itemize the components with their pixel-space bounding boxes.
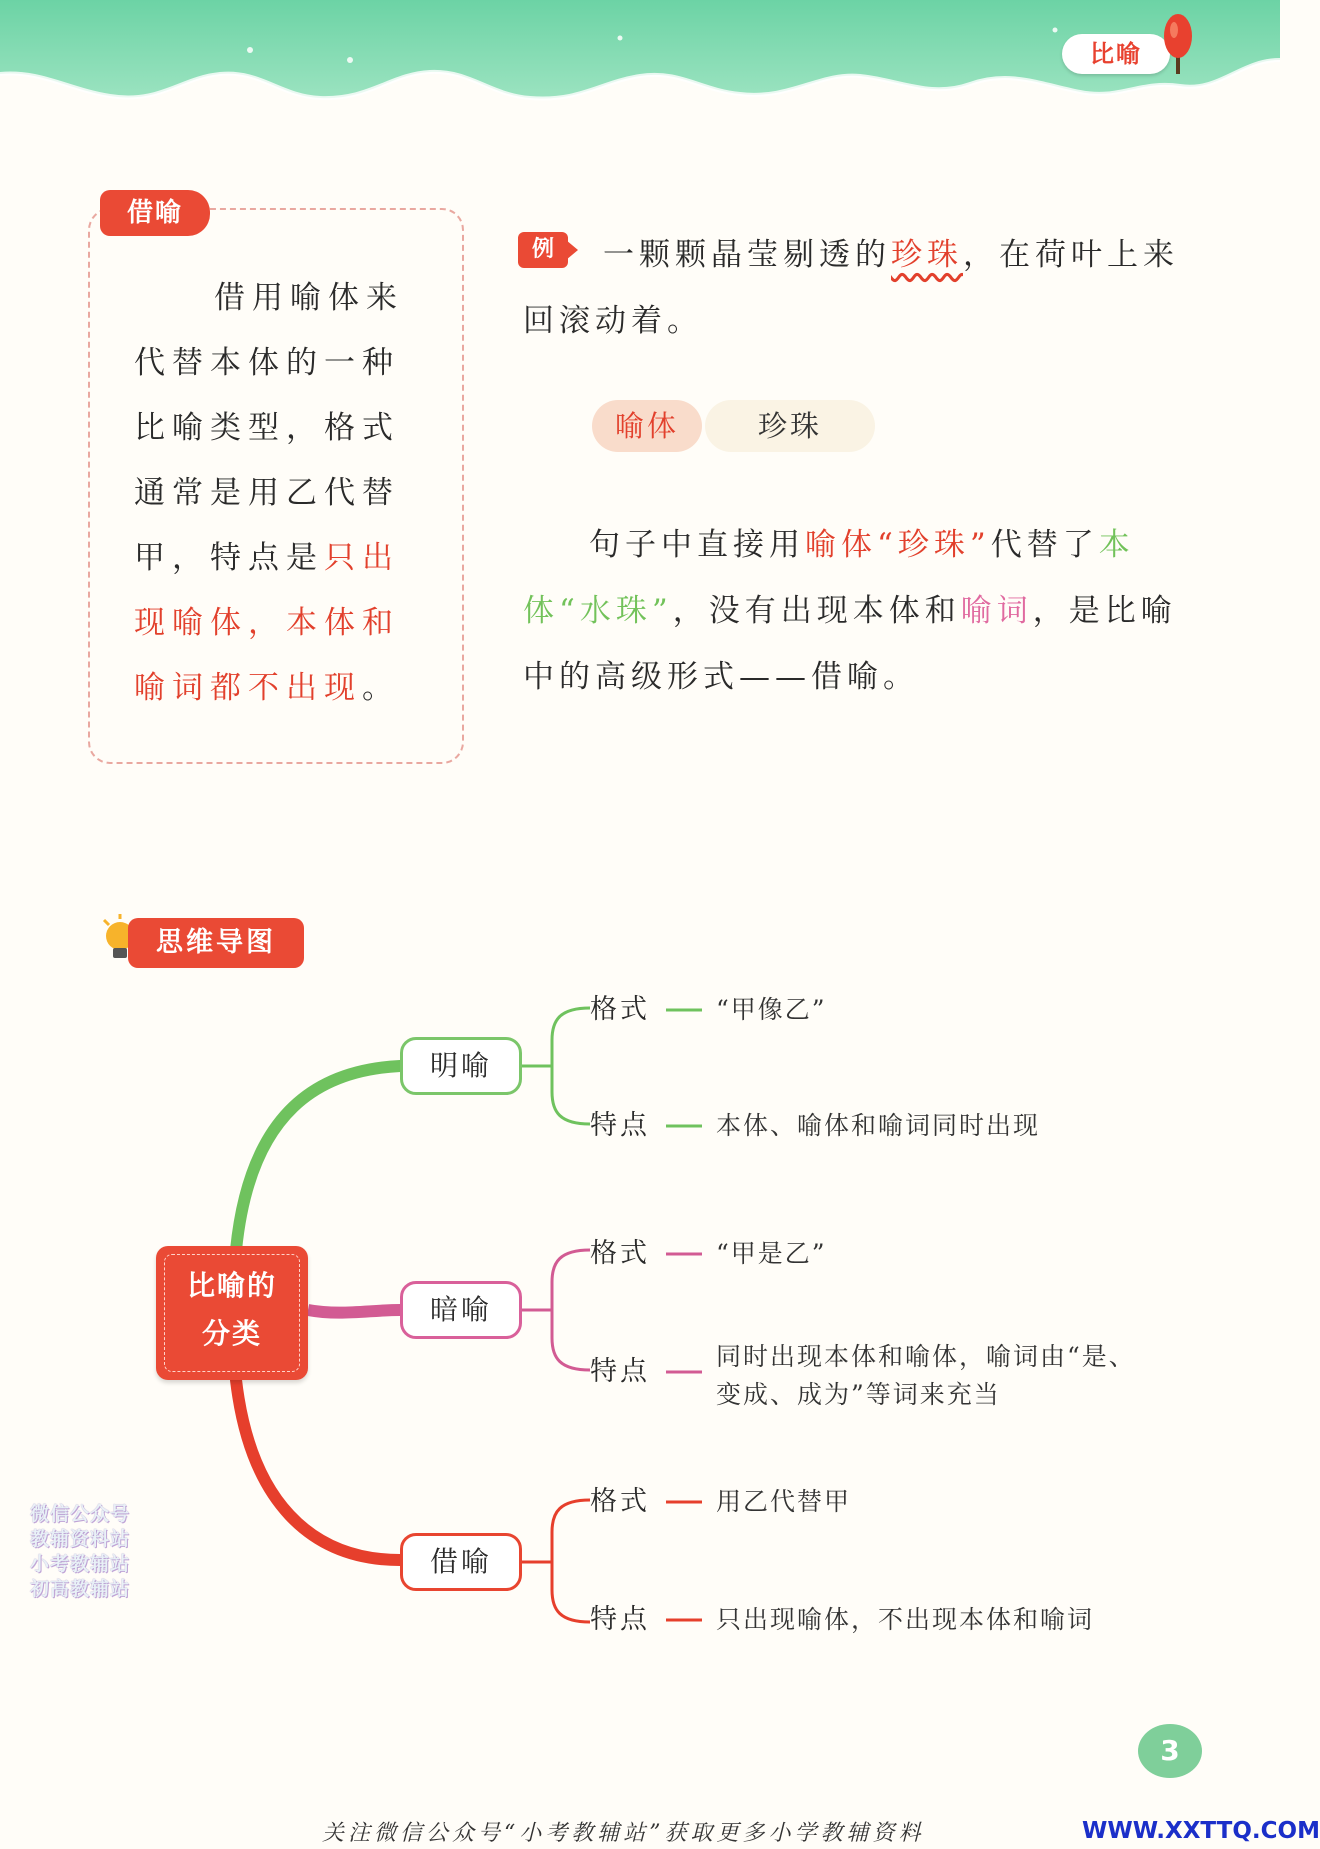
- explanation-vehicle-term: 喻体: [805, 527, 877, 563]
- explanation-tenor-quote: “水珠”: [559, 593, 673, 629]
- simile-format-label: 格式: [590, 994, 650, 1025]
- metonymy-format-label: 格式: [590, 1486, 650, 1517]
- connector-metonymy: [236, 1380, 400, 1560]
- node-simile: 明喻: [400, 1037, 522, 1095]
- explanation-paragraph: [523, 512, 1183, 710]
- metonymy-feature-value: 只出现喻体，不出现本体和喻词: [716, 1605, 1095, 1634]
- explanation-p4: ，是比喻中的高级形式——借喻。: [523, 593, 1177, 695]
- metonymy-format-value: 用乙代替甲: [716, 1487, 852, 1516]
- explanation-p1: 句子中直接用: [589, 527, 805, 563]
- explanation-p2: 代替了: [990, 527, 1099, 563]
- definition-text-end: 。: [362, 670, 400, 706]
- definition-text: [134, 266, 434, 721]
- watermark-line: 教辅资料站: [30, 1528, 131, 1550]
- page-number: 3: [1138, 1724, 1202, 1778]
- example-badge: 例: [518, 232, 568, 268]
- footer-url[interactable]: WWW.XXTTQ.COM: [1082, 1818, 1320, 1844]
- footer-note: 关注微信公众号“小考教辅站”获取更多小学教辅资料: [322, 1821, 925, 1846]
- definition-text-highlight: 只出现喻体，本体和喻词都不出现: [134, 540, 400, 706]
- watermark-line: 微信公众号: [30, 1503, 131, 1525]
- example-sentence: [523, 222, 1183, 354]
- definition-text-plain: 借用喻体来代替本体的一种比喻类型，格式通常是用乙代替甲，特点是: [134, 280, 404, 576]
- metaphor-format-label: 格式: [590, 1238, 650, 1269]
- vehicle-label: 喻体: [592, 400, 702, 452]
- watermark: [30, 1502, 160, 1602]
- center-node-line2: 分类: [201, 1317, 262, 1350]
- metaphor-format-value: “甲是乙”: [716, 1239, 827, 1268]
- explanation-p3: ，没有出现本体和: [672, 593, 961, 629]
- watermark-line: 小考教辅站: [30, 1553, 131, 1575]
- metaphor-feature-label: 特点: [590, 1356, 650, 1387]
- explanation-vehicle-quote: “珍珠”: [877, 527, 991, 563]
- watermark-line: 初高教辅站: [30, 1578, 131, 1600]
- center-node-dashed-frame: [164, 1254, 300, 1372]
- tree-icon: [1160, 12, 1196, 76]
- connector-metaphor: [308, 1310, 400, 1313]
- metonymy-feature-label: 特点: [590, 1604, 650, 1635]
- simile-format-value: “甲像乙”: [716, 995, 827, 1024]
- metaphor-feature-value-line1: 同时出现本体和喻体，喻词由“是、: [716, 1342, 1136, 1371]
- chapter-tag: 比喻: [1062, 34, 1170, 74]
- example-sentence-b: ，在荷叶上来回滚动着。: [523, 237, 1179, 339]
- vehicle-value: 珍珠: [705, 400, 875, 452]
- connector-simile: [236, 1066, 400, 1250]
- center-node-line1: 比喻的: [186, 1269, 277, 1302]
- simile-feature-value: 本体、喻体和喻词同时出现: [716, 1111, 1041, 1140]
- definition-tag: 借喻: [100, 190, 210, 236]
- example-sentence-highlight: 珍珠: [891, 237, 963, 273]
- mindmap-center-node: [156, 1246, 308, 1380]
- metaphor-feature-value-line2: 变成、成为”等词来充当: [716, 1380, 1001, 1409]
- mindmap-tag: 思维导图: [128, 918, 304, 968]
- explanation-tenor-term: 本体: [523, 527, 1135, 629]
- example-sentence-a: 一颗颗晶莹剔透的: [603, 237, 891, 273]
- explanation-marker-term: 喻词: [960, 593, 1033, 629]
- node-metonymy: 借喻: [400, 1533, 522, 1591]
- simile-feature-label: 特点: [590, 1110, 650, 1141]
- node-metaphor: 暗喻: [400, 1281, 522, 1339]
